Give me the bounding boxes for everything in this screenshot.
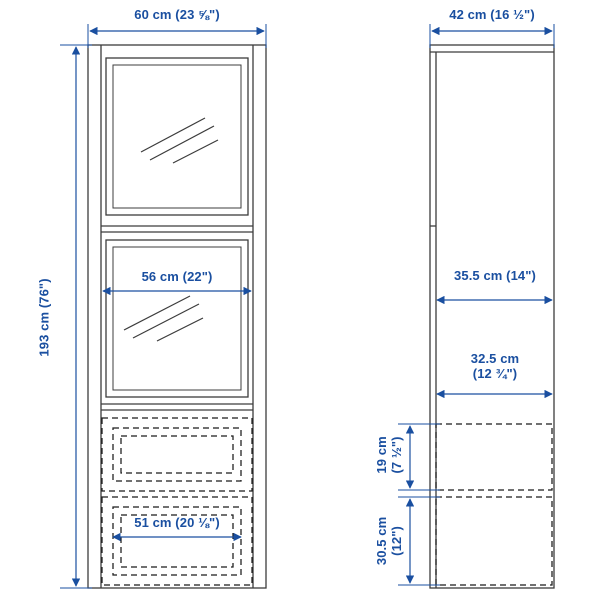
dim-front-total-height: 193 cm (76")	[36, 278, 52, 357]
dim-front-inner-width: 56 cm (22")	[141, 269, 213, 284]
front-view-drawers	[102, 418, 252, 585]
dim-side-drawer-upper-line2: (7 ½")	[389, 436, 404, 474]
dim-side-drawer-lower-line1: 30.5 cm	[374, 516, 390, 566]
dim-side-drawer-depth	[425, 352, 565, 382]
dim-front-drawer-width: 51 cm (20 ⅛")	[134, 515, 220, 530]
dim-side-drawer-upper-line1: 19 cm	[374, 436, 390, 474]
dimension-lines	[60, 24, 554, 588]
dim-front-total-width: 60 cm (23 ⅝")	[134, 7, 220, 22]
side-view-drawers	[436, 424, 552, 585]
side-view-cabinet	[430, 45, 554, 588]
dim-side-inner-depth: 35.5 cm (14")	[454, 268, 536, 283]
dim-side-drawer-lower-height	[375, 476, 405, 606]
dim-side-drawer-depth-line1: 32.5 cm	[470, 351, 520, 366]
dim-side-drawer-depth-line2: (12 ¾")	[472, 365, 518, 381]
dim-side-drawer-lower-line2: (12")	[389, 526, 404, 556]
dim-side-total-depth: 42 cm (16 ½")	[449, 7, 535, 22]
